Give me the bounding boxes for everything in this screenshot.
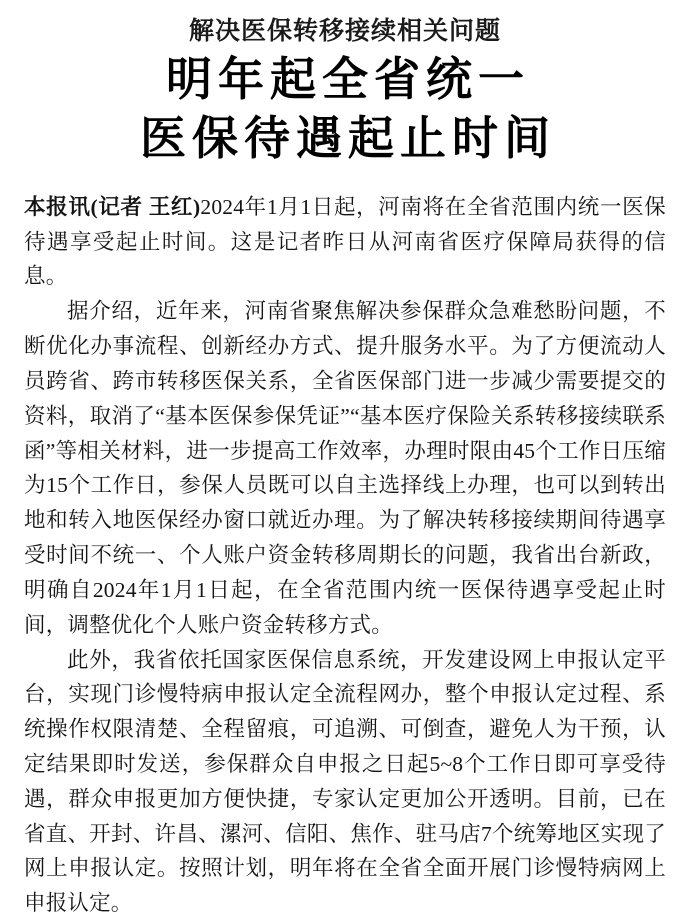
article-byline-reporter: (记者 王红) [90, 194, 201, 219]
article-main-title-line-1: 明年起全省统一 [166, 52, 530, 106]
article-paragraph-1 [24, 190, 666, 294]
article-paragraph-3: 此外，我省依托国家医保信息系统，开发建设网上申报认定平台，实现门诊慢特病申报认定全流程网办，整个申报认定过程、系统操作权限清楚、全程留痕，可追溯、可倒查，避免人为干预，认定结果即时发送，参保群众自申报之日起5~8个工作日即可享受待遇，群众申报更加方便快捷，专家认定更加公开透明。目前，已在省直、开封、许昌、漯河、信阳、焦作、驻马店7个统筹地区实现了网上申报认定。按照计划，明年将在全省全面开展门诊慢特病网上申报认定。 [24, 647, 666, 916]
article-shoulder-title: 解决医保转移接续相关问题 [188, 16, 501, 45]
article-body [24, 190, 666, 921]
article-paragraph-2: 据介绍，近年来，河南省聚焦解决参保群众急难愁盼问题，不断优化办事流程、创新经办方式、提升服务水平。为了方便流动人员跨省、跨市转移医保关系，全省医保部门进一步减少需要提交的资料，取消了“基本医保参保凭证”“基本医疗保险关系转移接续联系函”等相关材料，进一步提高工作效率，办理时限由45个工作日压缩为15个工作日，参保人员既可以自主选择线上办理，也可以到转出地和转入地医保经办窗口就近办理。为了解决转移接续期间待遇享受时间不统一、个人账户资金转移周期长的问题，我省出台新政，明确自2024年1月1日起，在全省范围内统一医保待遇享受起止时间，调整优化个人账户资金转移方式。 [24, 299, 666, 637]
article-main-title [24, 50, 666, 168]
article-main-title-line-2: 医保待遇起止时间 [140, 110, 556, 165]
article-paragraph-1-text: 2024年1月1日起，河南将在全省范围内统一医保待遇享受起止时间。这是记者昨日从河南省医疗保障局获得的信息。 [24, 194, 666, 289]
article-byline-lead: 本报讯 [24, 194, 91, 219]
